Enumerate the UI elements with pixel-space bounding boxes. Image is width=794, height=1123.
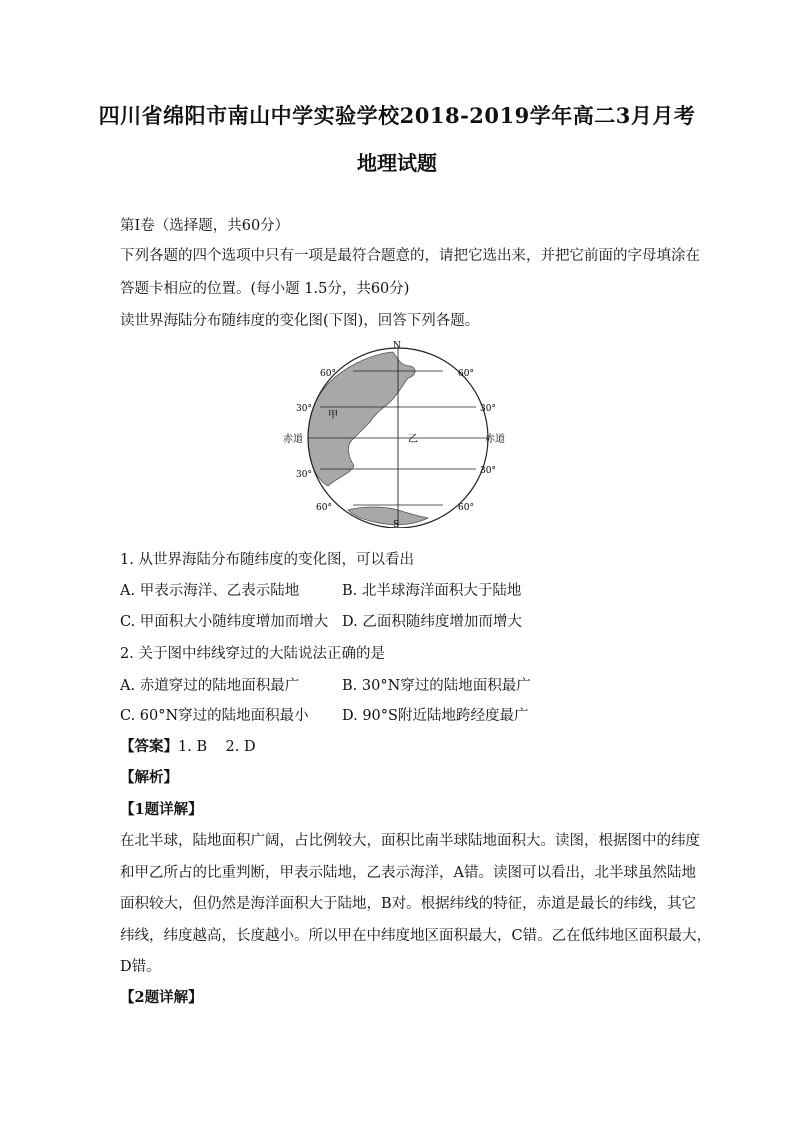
southern-land-shape — [348, 507, 428, 525]
q2-option-a: A. 赤道穿过的陆地面积最广 — [120, 678, 300, 694]
lat-60s-right-label: 60° — [458, 503, 474, 513]
q1-option-c: C. 甲面积大小随纬度增加而增大 — [120, 614, 329, 630]
q1-analysis-label: 【1题详解】 — [120, 801, 203, 818]
q1-analysis-line-3: 面积较大，但仍然是海洋面积大于陆地，B对。根据纬线的特征，赤道是最长的纬线，其它 — [120, 896, 697, 912]
instruction-line-2: 答题卡相应的位置。(每小题 1.5分，共60分) — [120, 281, 410, 297]
q1-analysis-line-2: 和甲乙所占的比重判断，甲表示陆地，乙表示海洋，A错。读图可以看出，北半球虽然陆地 — [120, 865, 696, 881]
land-sea-diagram — [280, 338, 515, 528]
q1-analysis-line-5: D错。 — [120, 959, 161, 975]
lat-60n-right-label: 60° — [458, 369, 474, 379]
south-label: S — [393, 520, 400, 528]
q2-stem: 2. 关于图中纬线穿过的大陆说法正确的是 — [120, 646, 385, 662]
section-header: 第Ⅰ卷（选择题，共60分） — [120, 218, 290, 234]
q1-analysis-line-1: 在北半球，陆地面积广阔，占比例较大，面积比南半球陆地面积大。读图，根据图中的纬度 — [120, 833, 700, 849]
instruction-line-1: 下列各题的四个选项中只有一项是最符合题意的，请把它选出来，并把它前面的字母填涂在 — [120, 248, 700, 264]
lat-30n-right-label: 30° — [480, 404, 496, 414]
q1-analysis-line-4: 纬线，纬度越高，长度越小。所以甲在中纬度地区面积最大，C错。乙在低纬地区面积最大， — [120, 928, 712, 944]
lat-30s-right-label: 30° — [480, 466, 496, 476]
answer-value: 1. B 2. D — [178, 739, 256, 755]
q2-option-d: D. 90°S附近陆地跨经度最广 — [342, 708, 529, 724]
document-title: 四川省绵阳市南山中学实验学校2018-2019学年高二3月月考 — [98, 103, 696, 128]
lat-30n-left-label: 30° — [296, 404, 312, 414]
lat-30s-left-label: 30° — [296, 470, 312, 480]
answer-label: 【答案】 — [120, 738, 178, 755]
q2-option-b: B. 30°N穿过的陆地面积最广 — [342, 678, 531, 694]
document-subtitle: 地理试题 — [357, 151, 437, 175]
land-sea-latitude-figure — [280, 338, 515, 528]
answer-row — [120, 737, 680, 757]
equator-left-label: 赤道 — [283, 434, 303, 445]
analysis-label: 【解析】 — [120, 769, 178, 786]
lat-60n-left-label: 60° — [320, 369, 336, 379]
yi-label: 乙 — [408, 434, 418, 445]
equator-right-label: 赤道 — [485, 434, 505, 445]
q1-option-b: B. 北半球海洋面积大于陆地 — [342, 583, 522, 599]
jia-label: 甲 — [328, 410, 338, 421]
q2-option-c: C. 60°N穿过的陆地面积最小 — [120, 708, 309, 724]
lat-60s-left-label: 60° — [316, 503, 332, 513]
q1-option-a: A. 甲表示海洋、乙表示陆地 — [120, 583, 300, 599]
q1-option-d: D. 乙面积随纬度增加而增大 — [342, 614, 522, 630]
figure-intro: 读世界海陆分布随纬度的变化图(下图)，回答下列各题。 — [120, 313, 480, 329]
north-label: N — [393, 341, 401, 351]
q2-analysis-label: 【2题详解】 — [120, 989, 203, 1006]
q1-stem: 1. 从世界海陆分布随纬度的变化图，可以看出 — [120, 552, 414, 568]
